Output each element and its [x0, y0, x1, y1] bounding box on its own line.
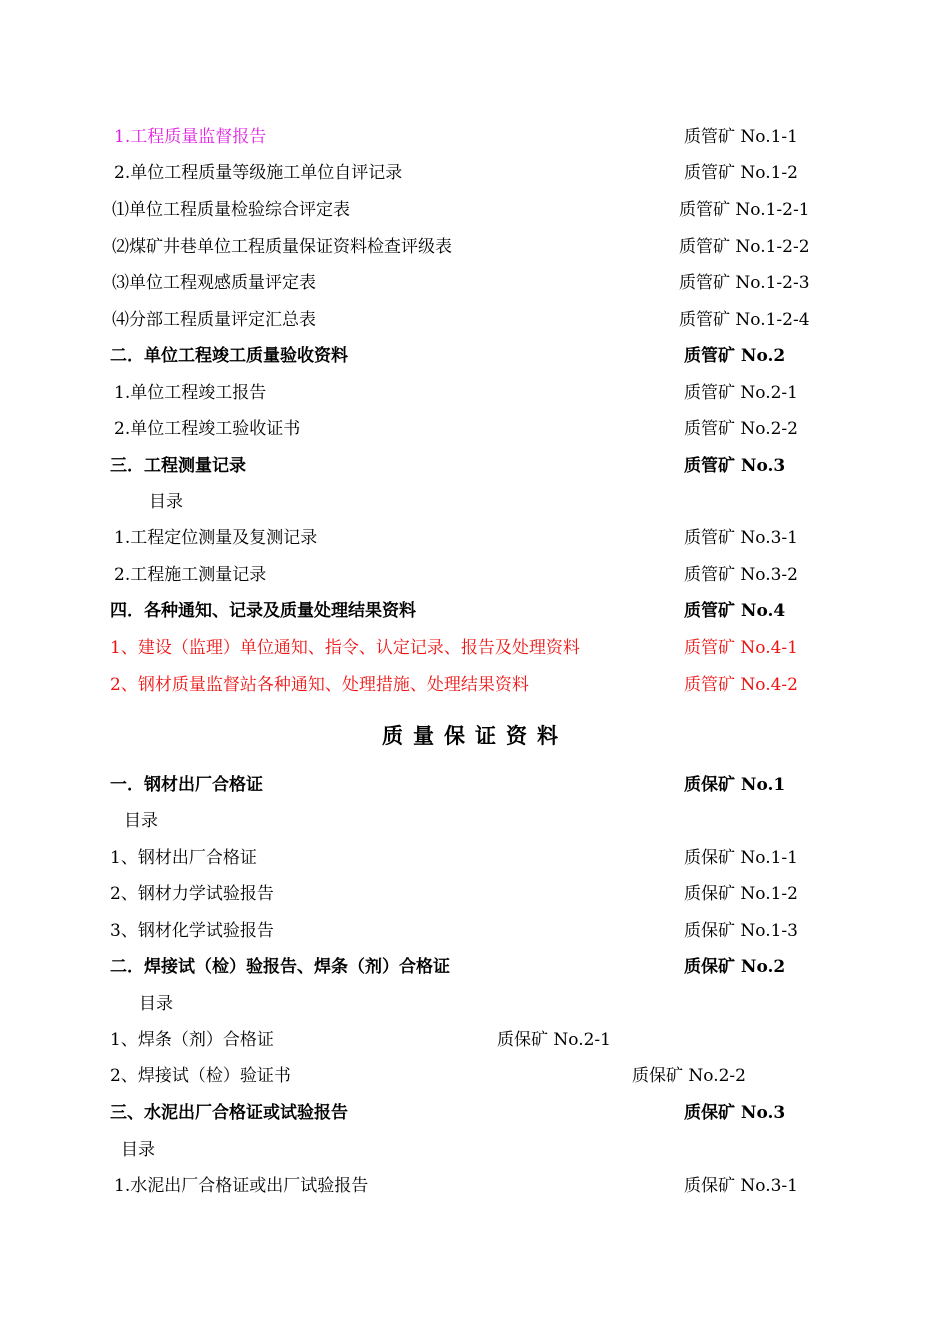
qa-item-1-1 [110, 843, 830, 873]
item-code: 质管矿 No.1-2-4 [679, 310, 810, 330]
item-code: 质管矿 No.4-1 [684, 638, 798, 658]
item-text: 2.工程施工测量记录 [114, 565, 267, 585]
item-3-2 [114, 560, 834, 590]
item-code: 质管矿 No.1-1 [684, 127, 798, 147]
item-text: 1、建设（监理）单位通知、指令、认定记录、报告及处理资料 [110, 638, 580, 658]
item-1-2-2 [112, 232, 832, 262]
item-text: 1.水泥出厂合格证或出厂试验报告 [114, 1176, 369, 1196]
item-text: 1.工程质量监督报告 [114, 127, 267, 147]
heading-text: 二．焊接试（检）验报告、焊条（剂）合格证 [110, 957, 450, 977]
heading-code: 质保矿 No.1 [684, 775, 786, 795]
section-4-heading [110, 596, 830, 626]
qa-title: 质量保证资料 [382, 723, 568, 748]
qa-item-3-1 [114, 1171, 834, 1201]
item-text: ⑵煤矿井巷单位工程质量保证资料检查评级表 [112, 237, 452, 257]
item-text: 1.工程定位测量及复测记录 [114, 528, 318, 548]
qa-3-heading [110, 1098, 830, 1128]
item-text: 1、钢材出厂合格证 [110, 848, 257, 868]
item-1-1 [114, 122, 834, 152]
item-code: 质管矿 No.1-2-3 [679, 273, 810, 293]
heading-code: 质管矿 No.4 [684, 601, 786, 621]
heading-code: 质保矿 No.3 [684, 1103, 786, 1123]
heading-code: 质保矿 No.2 [684, 957, 786, 977]
item-code: 质保矿 No.3-1 [684, 1176, 798, 1196]
item-code: 质保矿 No.1-2 [684, 884, 798, 904]
item-text: 2.单位工程质量等级施工单位自评记录 [114, 163, 403, 183]
item-text: 3、钢材化学试验报告 [110, 921, 274, 941]
item-text: 2、焊接试（检）验证书 [110, 1066, 291, 1086]
qa-3-toc: 目录 [121, 1140, 155, 1160]
section-2-heading [110, 341, 830, 371]
heading-code: 质管矿 No.3 [684, 456, 786, 476]
heading-text: 一．钢材出厂合格证 [110, 775, 263, 795]
heading-code: 质管矿 No.2 [684, 346, 786, 366]
heading-text: 三、水泥出厂合格证或试验报告 [110, 1103, 348, 1123]
heading-text: 三．工程测量记录 [110, 456, 246, 476]
qa-item-2-1 [110, 1025, 830, 1055]
item-code: 质保矿 No.1-3 [684, 921, 798, 941]
qa-item-2-2 [110, 1061, 830, 1091]
section-3-heading [110, 451, 830, 481]
item-text: 1、焊条（剂）合格证 [110, 1030, 274, 1050]
qa-1-heading [110, 770, 830, 800]
item-text: 2、钢材力学试验报告 [110, 884, 274, 904]
qa-2-heading [110, 952, 830, 982]
item-code: 质保矿 No.2-2 [632, 1066, 746, 1086]
item-code: 质管矿 No.1-2 [684, 163, 798, 183]
item-1-2-3 [112, 268, 832, 298]
item-text: ⑷分部工程质量评定汇总表 [112, 310, 316, 330]
section-3-toc: 目录 [149, 492, 183, 512]
qa-1-toc: 目录 [124, 811, 158, 831]
item-code: 质管矿 No.1-2-2 [679, 237, 810, 257]
item-1-2-4 [112, 305, 832, 335]
item-code: 质管矿 No.3-2 [684, 565, 798, 585]
item-code: 质管矿 No.1-2-1 [679, 200, 810, 220]
item-text: ⑴单位工程质量检验综合评定表 [112, 200, 350, 220]
item-3-1 [114, 523, 834, 553]
item-text: 2.单位工程竣工验收证书 [114, 419, 301, 439]
item-code: 质管矿 No.2-1 [684, 383, 798, 403]
item-4-1 [110, 633, 830, 663]
item-2-1 [114, 378, 834, 408]
heading-text: 四．各种通知、记录及质量处理结果资料 [110, 601, 416, 621]
item-code: 质管矿 No.2-2 [684, 419, 798, 439]
heading-text: 二．单位工程竣工质量验收资料 [110, 346, 348, 366]
item-1-2 [114, 158, 834, 188]
qa-item-1-2 [110, 879, 830, 909]
item-text: 2、钢材质量监督站各种通知、处理措施、处理结果资料 [110, 675, 529, 695]
item-code: 质保矿 No.1-1 [684, 848, 798, 868]
item-code: 质管矿 No.3-1 [684, 528, 798, 548]
item-1-2-1 [112, 195, 832, 225]
item-code: 质保矿 No.2-1 [497, 1030, 611, 1050]
item-2-2 [114, 414, 834, 444]
qa-item-1-3 [110, 916, 830, 946]
item-code: 质管矿 No.4-2 [684, 675, 798, 695]
qa-2-toc: 目录 [139, 994, 173, 1014]
item-4-2 [110, 670, 830, 700]
item-text: 1.单位工程竣工报告 [114, 383, 267, 403]
item-text: ⑶单位工程观感质量评定表 [112, 273, 316, 293]
